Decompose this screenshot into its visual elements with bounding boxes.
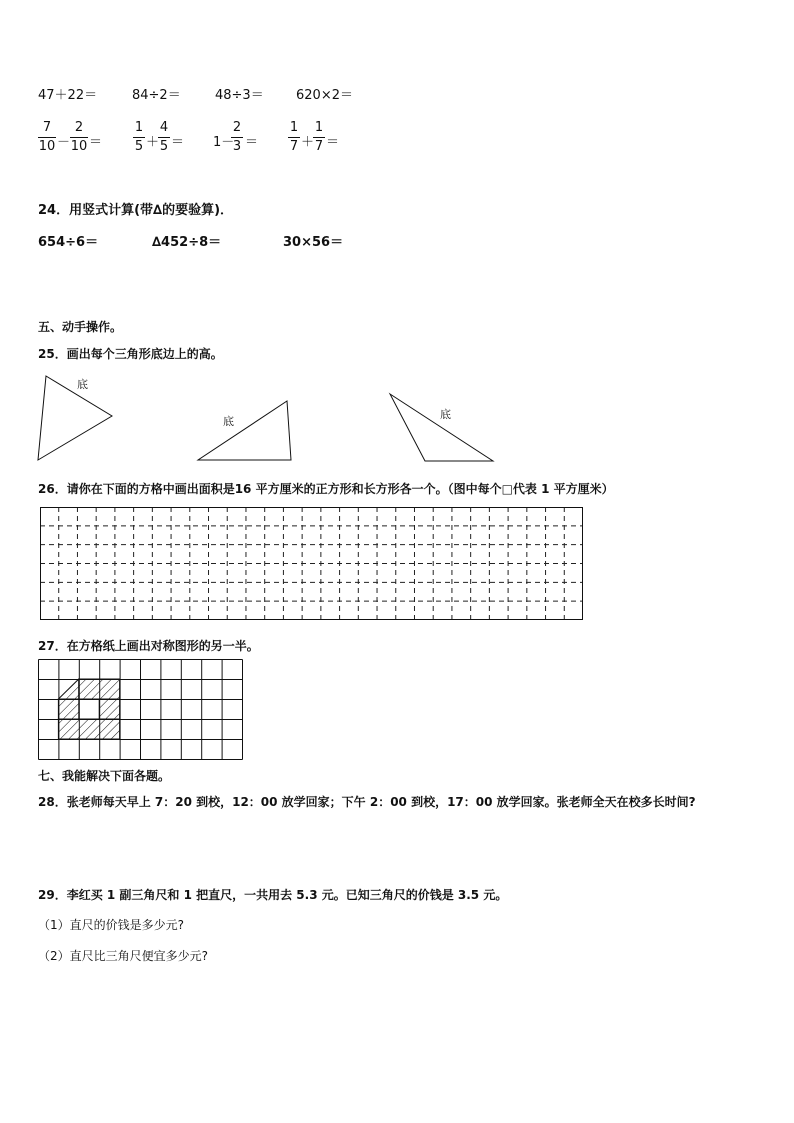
- triangle-2: [198, 401, 291, 460]
- equals: ＝: [245, 135, 259, 150]
- calc-item: 620×2＝: [296, 88, 353, 103]
- symmetry-grid: [38, 659, 243, 761]
- section-heading: 五、动手操作。: [38, 320, 123, 334]
- base-label: 底: [223, 415, 234, 428]
- vertical-calc-item: 654÷6＝: [38, 235, 99, 250]
- numerator: 7: [42, 120, 52, 135]
- question-29-title: 29．李红买 1 副三角尺和 1 把直尺，一共用去 5.3 元。已知三角尺的价钱是 3.5 元。: [38, 888, 508, 902]
- vertical-calc-item: 30×56＝: [283, 235, 344, 250]
- denominator: 5: [134, 139, 144, 154]
- denominator: 10: [38, 139, 56, 154]
- denominator: 10: [70, 139, 88, 154]
- numerator: 2: [232, 120, 242, 135]
- equals: ＝: [89, 135, 103, 150]
- denominator: 7: [314, 139, 324, 154]
- vertical-calc-item: ∆452÷8＝: [152, 235, 222, 250]
- hatched-shape: [58, 679, 119, 739]
- operator: －: [57, 135, 71, 150]
- question-25-title: 25．画出每个三角形底边上的高。: [38, 347, 223, 361]
- triangle-3: [390, 394, 493, 461]
- equals: ＝: [171, 135, 185, 150]
- question-28-title: 28．张老师每天早上 7：20 到校，12：00 放学回家；下午 2：00 到校，17：00 放学回家。张老师全天在校多长时间?: [38, 795, 696, 809]
- numerator: 1: [289, 120, 299, 135]
- denominator: 7: [289, 139, 299, 154]
- question-29-sub-1: （1）直尺的价钱是多少元?: [38, 918, 185, 932]
- numerator: 1: [134, 120, 144, 135]
- triangle-1: [38, 376, 112, 460]
- denominator: 3: [232, 139, 242, 154]
- denominator: 5: [159, 139, 169, 154]
- operator: ＋: [146, 135, 160, 150]
- question-27-title: 27．在方格纸上画出对称图形的另一半。: [38, 639, 259, 653]
- section-heading: 七、我能解决下面各题。: [38, 769, 171, 783]
- base-label: 底: [440, 408, 451, 421]
- numerator: 4: [159, 120, 169, 135]
- question-26-title: 26．请你在下面的方格中画出面积是16 平方厘米的正方形和长方形各一个。（图中每个□代表 1 平方厘米）: [38, 482, 614, 496]
- question-29-sub-2: （2）直尺比三角尺便宜多少元?: [38, 949, 209, 963]
- numerator: 2: [74, 120, 84, 135]
- whole-minus: 1－: [213, 135, 235, 150]
- operator: ＋: [301, 135, 315, 150]
- numerator: 1: [314, 120, 324, 135]
- base-label: 底: [77, 378, 88, 391]
- equals: ＝: [326, 135, 340, 150]
- calc-item: 47＋22＝: [38, 88, 98, 103]
- question-24-title: 24．用竖式计算(带∆的要验算)．: [38, 203, 234, 218]
- dashed-grid: [40, 507, 584, 621]
- calc-item: 48÷3＝: [215, 88, 264, 103]
- calc-item: 84÷2＝: [132, 88, 181, 103]
